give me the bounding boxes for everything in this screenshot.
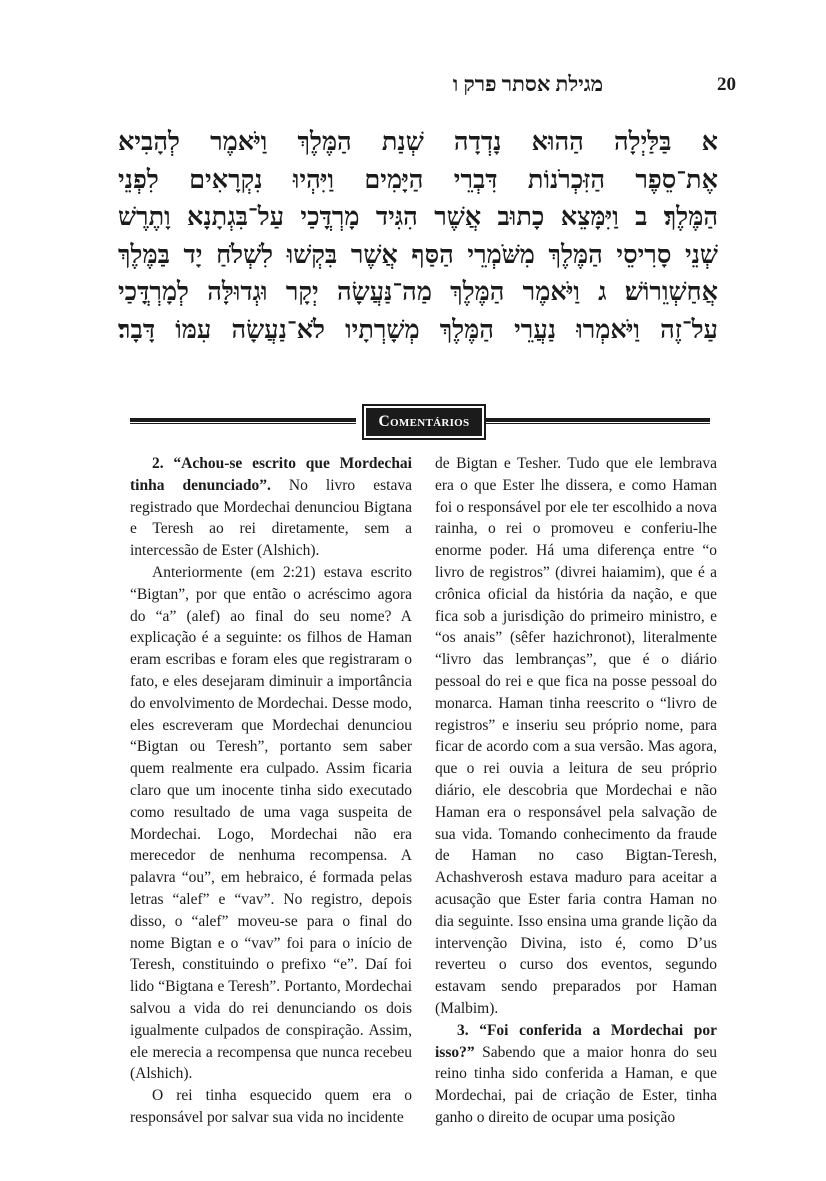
commentary-paragraph [130,562,412,1085]
hebrew-line: אֶת־סֵפֶר הַזִּכְרֹנוֹת דִּבְרֵי הַיָּמִים וַיִּהְיוּ נִקְרָאִים לִפְנֵי [118,164,718,195]
hebrew-line: עַל־זֶה וַיֹּאמְרוּ נַעֲרֵי הַמֶּלֶךְ מְשָׁרְתָיו לֹא־נַעֲשָׂה עִמּוֹ דָּבָר׃ [118,314,718,345]
commentary-column-right [435,453,717,1129]
page-header [118,72,736,104]
commentary-paragraph [435,1020,717,1129]
section-heading-badge: Comentários [362,404,486,440]
commentary-text: O rei tinha esquecido quem era o responsável por salvar sua vida no incidente [130,1087,412,1126]
hebrew-line: א בַּלַּיְלָה הַהוּא נָדְדָה שְׁנַת הַמֶּלֶךְ וַיֹּאמֶר לְהָבִיא [118,127,718,157]
divider-rule-left [130,418,356,422]
running-title: מגילת אסתר פרק ו [452,72,604,96]
commentary-column-left [130,453,412,1129]
divider-rule-right [486,418,710,422]
commentary-text: Anteriormente (em 2:21) estava escrito “Bigtan”, por que então o acréscimo agora do “a” (alef) ao final do seu nome? A explicação é a seguinte: os filhos de Haman eram escribas e foram eles que registraram o fato, e eles desejaram diminuir a importância do envolvimento de Mordechai. Desse modo, eles escreveram que Mordechai denunciou “Bigtan ou Teresh”, portanto sem saber quem realmente era culpado. Assim ficaria claro que um inocente tinha sido executado como resultado de uma vaga suspeita de Mordechai. Logo, Mordechai não era merecedor de nenhuma recompensa. A palavra “ou”, em hebraico, é formada pelas letras “alef” e “vav”. No registro, depois disso, o “alef” moveu-se para o final do nome Bigtan e o “vav” foi para o início de Teresh, constituindo o prefixo “e”. Daí foi lido “Bigtana e Teresh”. Portanto, Mordechai salvou a vida do rei denunciando os dois igualmente culpados de conspiração. Assim, ele merecia a recompensa que nunca recebeu (Alshich). [130,563,412,1083]
hebrew-line: שְׁנֵי סָרִיסֵי הַמֶּלֶךְ מִשֹּׁמְרֵי הַסַּף אֲשֶׁר בִּקְשׁוּ לִשְׁלֹחַ יָד בַּמֶּלֶךְ [118,239,718,270]
hebrew-scripture-text [118,124,718,350]
commentary-text: de Bigtan e Tesher. Tudo que ele lembrava era o que Ester lhe dissera, e como Haman foi o responsável por ele ter escolhido a nova rainha, o rei o promoveu e conferiu-lhe enorme poder. Há uma diferença entre “o livro de registros” (divrei haiamim), que é a crônica oficial da história da nação, e que fica sob a jurisdição do primeiro ministro, e “os anais” (sêfer hazichronot), literalmente “livro das lembranças”, que é o diário pessoal do rei e que fica na posse pessoal do monarca. Haman tinha reescrito o “livro de registros” e inseriu seu próprio nome, para ficar de acordo com a sua versão. Mas agora, que o rei ouvia a leitura de seu próprio diário, ele descobria que Mordechai e não Haman era o responsável pela salvação de sua vida. Tomando conhecimento da fraude de Haman no caso Bigtan-Teresh, Achashverosh estava maduro para aceitar a acusação que Ester faria contra Haman no dia seguinte. Isso ensina uma grande lição da intervenção Divina, isto é, como D’us reverteu o curso dos eventos, segundo estavam sendo preparados por Haman (Malbim). [435,455,717,1017]
commentary-heading: 3. “Foi conferida a Mordechai por isso?” [435,1021,717,1061]
commentary-paragraph [130,453,412,562]
section-divider [130,402,710,442]
page-number: 20 [717,74,736,95]
hebrew-line: אֲחַשְׁוֵרוֹשׁ׃ ג וַיֹּאמֶר הַמֶּלֶךְ מַה־נַּעֲשָׂה יְקָר וּגְדוּלָּה לְמָרְדֳּכַי [118,277,718,308]
commentary-heading: 2. “Achou-se escrito que Mordechai tinha denunciado”. [130,455,412,494]
hebrew-line: הַמֶּלֶךְ׃ ב וַיִּמָּצֵא כָתוּב אֲשֶׁר הִגִּיד מָרְדֳּכַי עַל־בִּגְתָנָא וָתֶרֶשׁ [118,202,718,233]
commentary-paragraph [435,453,717,1020]
commentary-text: Sabendo que a maior honra do seu reino tinha sido conferida a Haman, e que Mordechai, pai de criação de Ester, tinha ganho o direito de ocupar uma posição [435,1043,717,1126]
commentary-text: No livro estava registrado que Mordechai denunciou Bigtana e Teresh ao rei diretamente, sem a intercessão de Ester (Alshich). [130,476,412,560]
commentary-paragraph [130,1085,412,1129]
